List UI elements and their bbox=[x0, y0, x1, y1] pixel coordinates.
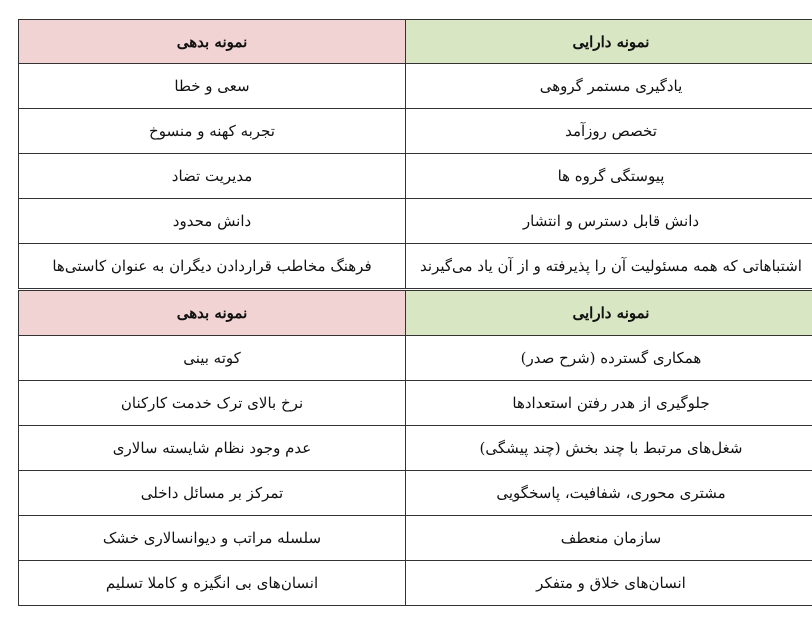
asset-cell: جلوگیری از هدر رفتن استعدادها bbox=[406, 381, 812, 426]
table-row bbox=[19, 244, 812, 289]
table-row bbox=[19, 561, 812, 606]
table-row bbox=[19, 516, 812, 561]
liability-cell: تمرکز بر مسائل داخلی bbox=[19, 471, 406, 516]
asset-header: نمونه دارایی bbox=[406, 291, 812, 336]
asset-cell: مشتری محوری، شفافیت، پاسخگویی bbox=[406, 471, 812, 516]
liability-cell: سعی و خطا bbox=[19, 64, 406, 109]
asset-cell: یادگیری مستمر گروهی bbox=[406, 64, 812, 109]
table-row bbox=[19, 154, 812, 199]
table-row bbox=[19, 199, 812, 244]
table-row bbox=[19, 64, 812, 109]
liability-cell: کوته بینی bbox=[19, 336, 406, 381]
table-header-row bbox=[19, 291, 812, 336]
liability-header: نمونه بدهی bbox=[19, 291, 406, 336]
liability-cell: دانش محدود bbox=[19, 199, 406, 244]
asset-cell: همکاری گسترده (شرح صدر) bbox=[406, 336, 812, 381]
liability-cell: تجربه کهنه و منسوخ bbox=[19, 109, 406, 154]
asset-cell: اشتباهاتی که همه مسئولیت آن را پذیرفته و از آن یاد می‌گیرند bbox=[406, 244, 812, 289]
asset-cell: انسان‌های خلاق و متفکر bbox=[406, 561, 812, 606]
asset-cell: تخصص روزآمد bbox=[406, 109, 812, 154]
table-row bbox=[19, 381, 812, 426]
table-row bbox=[19, 336, 812, 381]
liability-header: نمونه بدهی bbox=[19, 20, 406, 64]
asset-cell: دانش قابل دسترس و انتشار bbox=[406, 199, 812, 244]
table-row bbox=[19, 471, 812, 516]
table-row bbox=[19, 109, 812, 154]
asset-cell: پیوستگی گروه ها bbox=[406, 154, 812, 199]
liability-cell: سلسله مراتب و دیوانسالاری خشک bbox=[19, 516, 406, 561]
asset-liability-table-2 bbox=[18, 290, 812, 606]
liability-cell: مدیریت تضاد bbox=[19, 154, 406, 199]
asset-liability-table-1 bbox=[18, 19, 812, 289]
liability-cell: عدم وجود نظام شایسته سالاری bbox=[19, 426, 406, 471]
asset-header: نمونه دارایی bbox=[406, 20, 812, 64]
table-row bbox=[19, 426, 812, 471]
table-header-row bbox=[19, 20, 812, 64]
liability-cell: نرخ بالای ترک خدمت کارکنان bbox=[19, 381, 406, 426]
asset-cell: سازمان منعطف bbox=[406, 516, 812, 561]
liability-cell: فرهنگ مخاطب قراردادن دیگران به عنوان کاستی‌ها bbox=[19, 244, 406, 289]
asset-cell: شغل‌های مرتبط با چند بخش (چند پیشگی) bbox=[406, 426, 812, 471]
liability-cell: انسان‌های بی انگیزه و کاملا تسلیم bbox=[19, 561, 406, 606]
